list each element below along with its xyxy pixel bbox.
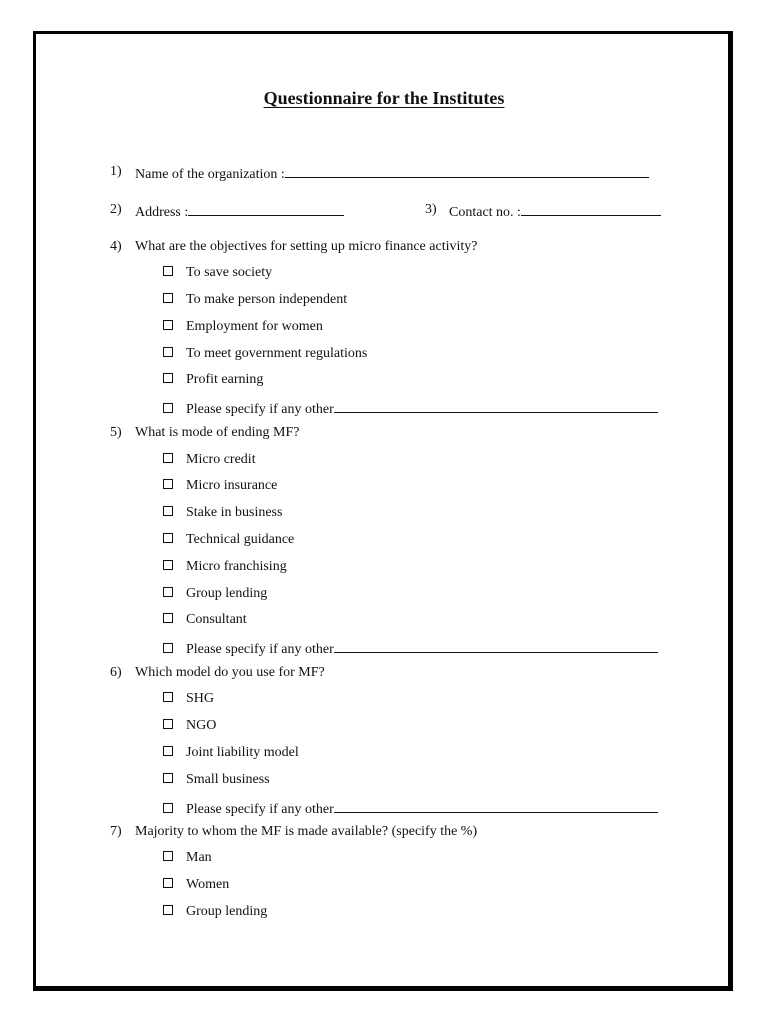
q5-option[interactable] — [163, 611, 247, 629]
option-label: Consultant — [186, 612, 247, 627]
option-label: NGO — [186, 718, 217, 733]
q4-option[interactable] — [163, 291, 347, 309]
checkbox-icon[interactable] — [163, 692, 173, 702]
checkbox-icon[interactable] — [163, 293, 173, 303]
option-label: Micro insurance — [186, 478, 278, 493]
option-label: Profit earning — [186, 372, 264, 387]
checkbox-icon[interactable] — [163, 266, 173, 276]
checkbox-icon[interactable] — [163, 373, 173, 383]
q2-row — [135, 201, 344, 222]
q6-question: Which model do you use for MF? — [135, 665, 325, 680]
q4-number: 4) — [110, 239, 122, 254]
q7-option[interactable] — [163, 903, 267, 921]
option-label: Employment for women — [186, 319, 323, 334]
checkbox-icon[interactable] — [163, 347, 173, 357]
option-label: Please specify if any other — [186, 802, 334, 817]
q7-question: Majority to whom the MF is made available? (specify the %) — [135, 824, 478, 839]
q5-option[interactable] — [163, 585, 267, 603]
option-label: To save society — [186, 265, 273, 280]
q2-label: Address : — [135, 205, 189, 220]
q5-option[interactable] — [163, 558, 287, 576]
organization-name-field[interactable] — [285, 163, 649, 178]
checkbox-icon[interactable] — [163, 851, 173, 861]
q3-label: Contact no. : — [449, 205, 521, 220]
checkbox-icon[interactable] — [163, 403, 173, 413]
checkbox-icon[interactable] — [163, 773, 173, 783]
q7-option[interactable] — [163, 849, 212, 867]
other-specify-field[interactable] — [334, 398, 658, 413]
option-label: SHG — [186, 691, 215, 706]
page-title: Questionnaire for the Institutes — [263, 88, 505, 108]
option-label: Group lending — [186, 586, 268, 601]
q5-option[interactable] — [163, 451, 256, 469]
other-specify-field[interactable] — [334, 638, 658, 653]
option-label: Joint liability model — [186, 745, 299, 760]
checkbox-icon[interactable] — [163, 479, 173, 489]
q1-row — [135, 163, 649, 184]
q6-option[interactable] — [163, 717, 216, 735]
checkbox-icon[interactable] — [163, 878, 173, 888]
checkbox-icon[interactable] — [163, 803, 173, 813]
option-label: Small business — [186, 772, 270, 787]
q7-number: 7) — [110, 824, 122, 839]
q5-number: 5) — [110, 425, 122, 440]
checkbox-icon[interactable] — [163, 506, 173, 516]
q6-number: 6) — [110, 665, 122, 680]
q3-number: 3) — [425, 202, 437, 217]
checkbox-icon[interactable] — [163, 587, 173, 597]
q5-option[interactable] — [163, 477, 277, 495]
q3-row — [449, 201, 661, 222]
q4-option-other[interactable] — [163, 398, 658, 419]
option-label: To meet government regulations — [186, 346, 368, 361]
checkbox-icon[interactable] — [163, 719, 173, 729]
q2-number: 2) — [110, 202, 122, 217]
q4-question: What are the objectives for setting up micro finance activity? — [135, 239, 478, 254]
option-label: Please specify if any other — [186, 642, 334, 657]
option-label: Micro franchising — [186, 559, 287, 574]
option-label: To make person independent — [186, 292, 348, 307]
q4-option[interactable] — [163, 318, 323, 336]
q5-question: What is mode of ending MF? — [135, 425, 300, 440]
q1-number: 1) — [110, 164, 122, 179]
q5-option-other[interactable] — [163, 638, 658, 659]
q6-option-other[interactable] — [163, 798, 658, 819]
option-label: Micro credit — [186, 452, 256, 467]
q1-label: Name of the organization : — [135, 167, 285, 182]
checkbox-icon[interactable] — [163, 905, 173, 915]
q7-option[interactable] — [163, 876, 229, 894]
q6-option[interactable] — [163, 744, 299, 762]
checkbox-icon[interactable] — [163, 643, 173, 653]
option-label: Group lending — [186, 904, 268, 919]
contact-number-field[interactable] — [521, 201, 661, 216]
option-label: Please specify if any other — [186, 402, 334, 417]
q6-option[interactable] — [163, 690, 214, 708]
checkbox-icon[interactable] — [163, 533, 173, 543]
checkbox-icon[interactable] — [163, 746, 173, 756]
q4-option[interactable] — [163, 371, 263, 389]
q4-option[interactable] — [163, 264, 272, 282]
checkbox-icon[interactable] — [163, 560, 173, 570]
checkbox-icon[interactable] — [163, 320, 173, 330]
option-label: Technical guidance — [186, 532, 295, 547]
q5-option[interactable] — [163, 531, 294, 549]
other-specify-field[interactable] — [334, 798, 658, 813]
checkbox-icon[interactable] — [163, 613, 173, 623]
option-label: Women — [186, 877, 230, 892]
address-field[interactable] — [188, 201, 344, 216]
q6-option[interactable] — [163, 771, 270, 789]
option-label: Stake in business — [186, 505, 283, 520]
q4-option[interactable] — [163, 345, 367, 363]
checkbox-icon[interactable] — [163, 453, 173, 463]
option-label: Man — [186, 850, 212, 865]
q5-option[interactable] — [163, 504, 282, 522]
